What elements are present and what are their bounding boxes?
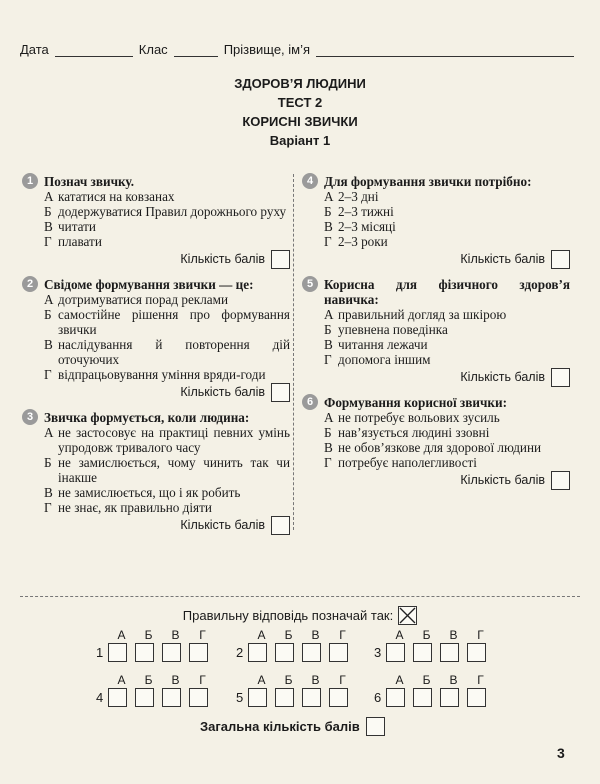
option-letter: Б — [44, 455, 52, 470]
subject-title: ЗДОРОВ’Я ЛЮДИНИ — [234, 76, 366, 91]
option-letter: В — [324, 337, 333, 352]
option-letter: А — [44, 425, 54, 440]
option-text: правильний догляд за шкірою — [338, 307, 507, 322]
question-text: Звичка формується, коли людина: — [44, 410, 250, 425]
question-4 — [302, 174, 570, 269]
option — [302, 307, 570, 322]
option — [22, 485, 290, 500]
answer-group-5 — [236, 673, 356, 707]
answer-letter: В — [311, 628, 320, 642]
answer-checkbox[interactable] — [440, 688, 459, 707]
option-text: плавати — [58, 234, 102, 249]
answer-letter: Г — [477, 673, 484, 687]
option — [302, 189, 570, 204]
answer-checkbox[interactable] — [329, 643, 348, 662]
answer-letter: Б — [144, 673, 153, 687]
option-text: відпрацьовування уміння вряди-годи — [58, 367, 266, 382]
answer-checkbox[interactable] — [275, 688, 294, 707]
option — [302, 455, 570, 470]
name-field[interactable] — [316, 43, 574, 57]
cross-mark-icon — [399, 607, 416, 624]
answer-letter: В — [449, 673, 458, 687]
column-divider — [293, 174, 294, 530]
total-score-box[interactable] — [366, 717, 385, 736]
answer-letter: В — [449, 628, 458, 642]
option-letter: А — [324, 307, 334, 322]
option-text: не знає, як правильно діяти — [58, 500, 212, 515]
option-letter: А — [44, 189, 54, 204]
answer-letters — [96, 628, 216, 642]
option-letter: В — [324, 440, 333, 455]
score-label: Кількість балів — [180, 252, 265, 266]
answer-letter: Г — [339, 673, 346, 687]
option — [22, 367, 290, 382]
answer-number: 6 — [374, 690, 382, 705]
answer-letter: Г — [477, 628, 484, 642]
answer-number: 3 — [374, 645, 382, 660]
option-letter: Г — [324, 234, 332, 249]
question-text: Познач звичку. — [44, 174, 134, 189]
answer-letter: А — [117, 628, 126, 642]
option-text: 2–3 місяці — [338, 219, 396, 234]
option — [22, 425, 290, 455]
answer-checkbox[interactable] — [386, 643, 405, 662]
total-score-row — [200, 717, 385, 736]
option-letter: А — [324, 189, 334, 204]
answer-letter: Г — [199, 673, 206, 687]
question-number-badge: 6 — [302, 394, 318, 410]
question-number-badge: 2 — [22, 276, 38, 292]
option — [302, 352, 570, 367]
answer-letter: Б — [422, 628, 431, 642]
answer-letter: Г — [339, 628, 346, 642]
option — [22, 500, 290, 515]
score-box[interactable] — [551, 368, 570, 387]
option-letter: В — [44, 337, 53, 352]
test-title: ТЕСТ 2 — [277, 95, 323, 110]
class-label: Клас — [138, 42, 168, 57]
option-text: додержуватися Правил дорожнього руху — [58, 204, 287, 219]
answer-checkbox[interactable] — [467, 688, 486, 707]
class-field[interactable] — [174, 43, 218, 57]
answer-checkbox[interactable] — [413, 643, 432, 662]
answer-checkbox[interactable] — [248, 643, 267, 662]
option — [22, 307, 290, 337]
total-score-label: Загальна кількість балів — [200, 719, 360, 734]
question-number-badge: 3 — [22, 409, 38, 425]
answer-letters — [236, 628, 356, 642]
question-text: Для формування звички потрібно: — [324, 174, 532, 189]
question-text: Свідоме формування звички — це: — [44, 277, 254, 292]
answer-letters — [96, 673, 216, 687]
option — [302, 234, 570, 249]
answer-checkbox[interactable] — [329, 688, 348, 707]
score-box[interactable] — [271, 516, 290, 535]
option — [22, 219, 290, 234]
answer-letter: Б — [284, 628, 293, 642]
score-label: Кількість балів — [460, 473, 545, 487]
question-text: Корисна для фізичного здоров’я навичка: — [324, 277, 570, 307]
answer-checkbox[interactable] — [162, 643, 181, 662]
answer-letter: Г — [199, 628, 206, 642]
option-text: 2–3 роки — [338, 234, 388, 249]
option-letter: Б — [324, 322, 332, 337]
question-1 — [22, 174, 290, 269]
option-letter: Г — [44, 500, 52, 515]
option-letter: Б — [324, 425, 332, 440]
answer-checkbox[interactable] — [302, 688, 321, 707]
answer-letter: А — [257, 673, 266, 687]
answer-group-1 — [96, 628, 216, 662]
date-field[interactable] — [55, 43, 133, 57]
answer-number: 5 — [236, 690, 244, 705]
answer-checkbox[interactable] — [386, 688, 405, 707]
answer-checkbox[interactable] — [440, 643, 459, 662]
score-row — [22, 516, 290, 535]
answer-letter: Б — [144, 628, 153, 642]
score-label: Кількість балів — [460, 370, 545, 384]
option — [22, 234, 290, 249]
option-text: не замислюється, що і як робить — [58, 485, 241, 500]
answer-checkbox[interactable] — [135, 643, 154, 662]
answer-letter: В — [171, 673, 180, 687]
option-letter: А — [324, 410, 334, 425]
option-text: самостійне рішення про формування звички — [58, 307, 290, 337]
option-letter: В — [324, 219, 333, 234]
mark-instruction-text: Правильну відповідь позначай так: — [182, 608, 394, 623]
option-text: наслідування й повторення дій оточуючих — [58, 337, 290, 367]
student-info-line — [20, 42, 580, 57]
option — [302, 440, 570, 455]
score-row — [302, 368, 570, 387]
answer-letters — [236, 673, 356, 687]
question-number-badge: 1 — [22, 173, 38, 189]
answer-letter: А — [395, 673, 404, 687]
option — [22, 292, 290, 307]
question-3 — [22, 410, 290, 535]
question-number-badge: 4 — [302, 173, 318, 189]
question-number-badge: 5 — [302, 276, 318, 292]
option-text: не потребує вольових зусиль — [338, 410, 500, 425]
answer-checkbox[interactable] — [248, 688, 267, 707]
answer-letter: Б — [284, 673, 293, 687]
answer-letter: Б — [422, 673, 431, 687]
answer-letter: А — [257, 628, 266, 642]
answer-letter: В — [311, 673, 320, 687]
answer-number: 4 — [96, 690, 104, 705]
answer-checkbox[interactable] — [467, 643, 486, 662]
option-text: читати — [58, 219, 96, 234]
option-text: не замислюється, чому чинить так чи інакше — [58, 455, 290, 485]
question-2 — [22, 277, 290, 402]
answer-checkbox[interactable] — [275, 643, 294, 662]
answer-letter: А — [117, 673, 126, 687]
option — [302, 204, 570, 219]
answer-number: 1 — [96, 645, 104, 660]
answer-checkbox[interactable] — [108, 688, 127, 707]
score-row — [22, 250, 290, 269]
answer-checkbox[interactable] — [162, 688, 181, 707]
answer-checkbox[interactable] — [302, 643, 321, 662]
questions-right-column — [302, 174, 570, 498]
question-5 — [302, 277, 570, 387]
sample-marked-box — [398, 606, 417, 625]
score-label: Кількість балів — [180, 385, 265, 399]
answer-checkbox[interactable] — [189, 688, 208, 707]
option-text: упевнена поведінка — [338, 322, 448, 337]
answer-sheet-divider — [20, 596, 580, 597]
option-letter: Б — [44, 204, 52, 219]
mark-instruction — [0, 606, 600, 625]
answer-number: 2 — [236, 645, 244, 660]
option-letter: Г — [324, 352, 332, 367]
option-text: потребує наполегливості — [338, 455, 477, 470]
answer-checkbox[interactable] — [108, 643, 127, 662]
option-text: не застосовує на практиці певних умінь упродовж тривалого часу — [58, 425, 290, 455]
score-label: Кількість балів — [460, 252, 545, 266]
option-text: читання лежачи — [338, 337, 428, 352]
topic-title: КОРИСНІ ЗВИЧКИ — [242, 114, 358, 129]
score-box[interactable] — [551, 471, 570, 490]
option-text: 2–3 дні — [338, 189, 379, 204]
answer-group-6 — [374, 673, 494, 707]
score-row — [302, 250, 570, 269]
score-label: Кількість балів — [180, 518, 265, 532]
option-letter: Б — [44, 307, 52, 322]
answer-letter: В — [171, 628, 180, 642]
page-number: 3 — [557, 745, 565, 761]
option — [302, 337, 570, 352]
option — [302, 322, 570, 337]
answer-letters — [374, 628, 494, 642]
score-box[interactable] — [271, 250, 290, 269]
option-text: нав’язується людині ззовні — [338, 425, 490, 440]
answer-checkbox[interactable] — [413, 688, 432, 707]
option — [302, 425, 570, 440]
score-box[interactable] — [551, 250, 570, 269]
date-label: Дата — [20, 42, 49, 57]
option-text: кататися на ковзанах — [58, 189, 175, 204]
option-letter: Г — [44, 367, 52, 382]
answer-letter: А — [395, 628, 404, 642]
name-label: Прізвище, ім’я — [223, 42, 311, 57]
option — [22, 337, 290, 367]
option-text: дотримуватися порад реклами — [58, 292, 229, 307]
question-text: Формування корисної звички: — [324, 395, 507, 410]
option-text: не обов’язкове для здорової людини — [338, 440, 542, 455]
option — [22, 204, 290, 219]
score-row — [22, 383, 290, 402]
option-letter: В — [44, 485, 53, 500]
questions-left-column — [22, 174, 290, 543]
score-row — [302, 471, 570, 490]
option-letter: Г — [324, 455, 332, 470]
test-titles — [0, 74, 600, 150]
option-letter: Б — [324, 204, 332, 219]
option — [22, 455, 290, 485]
answer-letters — [374, 673, 494, 687]
question-6 — [302, 395, 570, 490]
answer-group-4 — [96, 673, 216, 707]
option — [302, 219, 570, 234]
variant-title: Варіант 1 — [269, 133, 331, 148]
answer-checkbox[interactable] — [135, 688, 154, 707]
option-letter: Г — [44, 234, 52, 249]
score-box[interactable] — [271, 383, 290, 402]
option-text: допомога іншим — [338, 352, 431, 367]
answer-group-3 — [374, 628, 494, 662]
answer-group-2 — [236, 628, 356, 662]
answer-checkbox[interactable] — [189, 643, 208, 662]
option-letter: А — [44, 292, 54, 307]
option — [22, 189, 290, 204]
option-text: 2–3 тижні — [338, 204, 394, 219]
option — [302, 410, 570, 425]
option-letter: В — [44, 219, 53, 234]
